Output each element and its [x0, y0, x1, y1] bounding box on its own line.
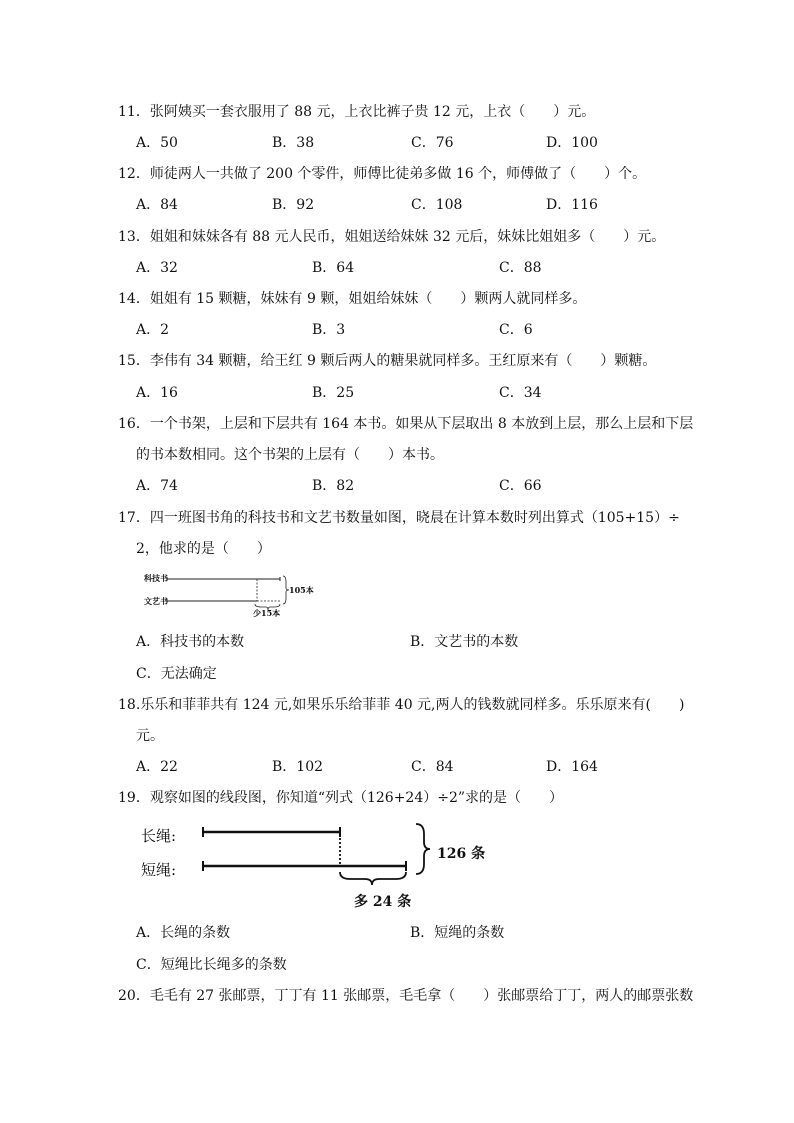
question-14-text: 14．姐姐有 15 颗糖，妹妹有 9 颗，姐姐给妹妹（ ）颗两人就同样多。	[118, 291, 587, 307]
q19-label-diff: 多 24 条	[354, 894, 412, 910]
q18-option-c[interactable]: C．84	[411, 759, 454, 775]
question-19-text: 19．观察如图的线段图，你知道“列式（126+24）÷2”求的是（ ）	[118, 790, 564, 806]
question-15-text: 15．李伟有 34 颗糖，给王红 9 颗后两人的糖果就同样多。王红原来有（ ）颗糖。	[118, 353, 657, 369]
q19-option-b[interactable]: B．短绳的条数	[410, 925, 505, 941]
question-16-text-line1: 16．一个书架，上层和下层共有 164 本书。如果从下层取出 8 本放到上层，那么上层和下层	[118, 416, 694, 432]
question-13-text: 13．姐姐和妹妹各有 88 元人民币，姐姐送给妹妹 32 元后，妹妹比姐姐多（ ）元。	[118, 229, 666, 245]
q11-option-c[interactable]: C．76	[411, 135, 454, 151]
q18-option-b[interactable]: B．102	[272, 759, 324, 775]
q19-option-c[interactable]: C．短绳比长绳多的条数	[136, 957, 287, 973]
q17-option-a[interactable]: A．科技书的本数	[136, 634, 245, 650]
q13-option-a[interactable]: A．32	[136, 260, 178, 276]
q17-option-b[interactable]: B．文艺书的本数	[410, 634, 519, 650]
q11-option-b[interactable]: B．38	[272, 135, 315, 151]
question-16-text-line2: 的书本数相同。这个书架的上层有（ ）本书。	[136, 447, 444, 463]
q14-option-a[interactable]: A．2	[136, 322, 170, 338]
q12-option-d[interactable]: D．116	[546, 197, 598, 213]
question-20-text: 20．毛毛有 27 张邮票，丁丁有 11 张邮票，毛毛拿（ ）张邮票给丁丁，两人的邮票张数	[118, 988, 694, 1004]
q18-option-d[interactable]: D．164	[546, 759, 598, 775]
question-17-text-line1: 17．四一班图书角的科技书和文艺书数量如图，晓晨在计算本数时列出算式（105+15）÷	[118, 510, 680, 526]
question-11-text: 11．张阿姨买一套衣服用了 88 元，上衣比裤子贵 12 元，上衣（ ）元。	[118, 104, 596, 120]
q15-option-c[interactable]: C．34	[499, 385, 542, 401]
q12-option-a[interactable]: A．84	[136, 197, 178, 213]
q17-option-c[interactable]: C．无法确定	[136, 666, 217, 682]
q19-label-total: 126 条	[437, 846, 486, 862]
q13-option-b[interactable]: B．64	[312, 260, 355, 276]
q12-option-c[interactable]: C．108	[411, 197, 463, 213]
q19-segment-bars	[200, 822, 440, 892]
q12-option-b[interactable]: B．92	[272, 197, 315, 213]
question-18-text-line2: 元。	[136, 728, 164, 744]
q11-option-a[interactable]: A．50	[136, 135, 178, 151]
q18-option-a[interactable]: A．22	[136, 759, 178, 775]
q17-label-diff: 少15本	[253, 608, 281, 618]
q16-option-a[interactable]: A．74	[136, 478, 178, 494]
q19-label-short-rope: 短绳:	[141, 861, 177, 879]
q17-label-science: 科技书	[144, 573, 168, 583]
question-12-text: 12．师徒两人一共做了 200 个零件，师傅比徒弟多做 16 个，师傅做了（ ）个。	[118, 166, 647, 182]
q16-option-b[interactable]: B．82	[312, 478, 355, 494]
q15-option-a[interactable]: A．16	[136, 385, 178, 401]
q19-label-long-rope: 长绳:	[141, 827, 177, 845]
q14-option-b[interactable]: B．3	[312, 322, 346, 338]
q13-option-c[interactable]: C．88	[499, 260, 542, 276]
q11-option-d[interactable]: D．100	[546, 135, 598, 151]
question-17-text-line2: 2，他求的是（ ）	[136, 541, 271, 557]
q19-option-a[interactable]: A．长绳的条数	[136, 925, 231, 941]
q17-label-literature: 文艺书	[144, 596, 168, 606]
q15-option-b[interactable]: B．25	[312, 385, 355, 401]
q16-option-c[interactable]: C．66	[499, 478, 542, 494]
q14-option-c[interactable]: C．6	[499, 322, 533, 338]
q17-label-total: 105本	[289, 585, 314, 595]
question-18-text-line1: 18.乐乐和菲菲共有 124 元,如果乐乐给菲菲 40 元,两人的钱数就同样多。乐乐原来有( )	[118, 697, 685, 713]
